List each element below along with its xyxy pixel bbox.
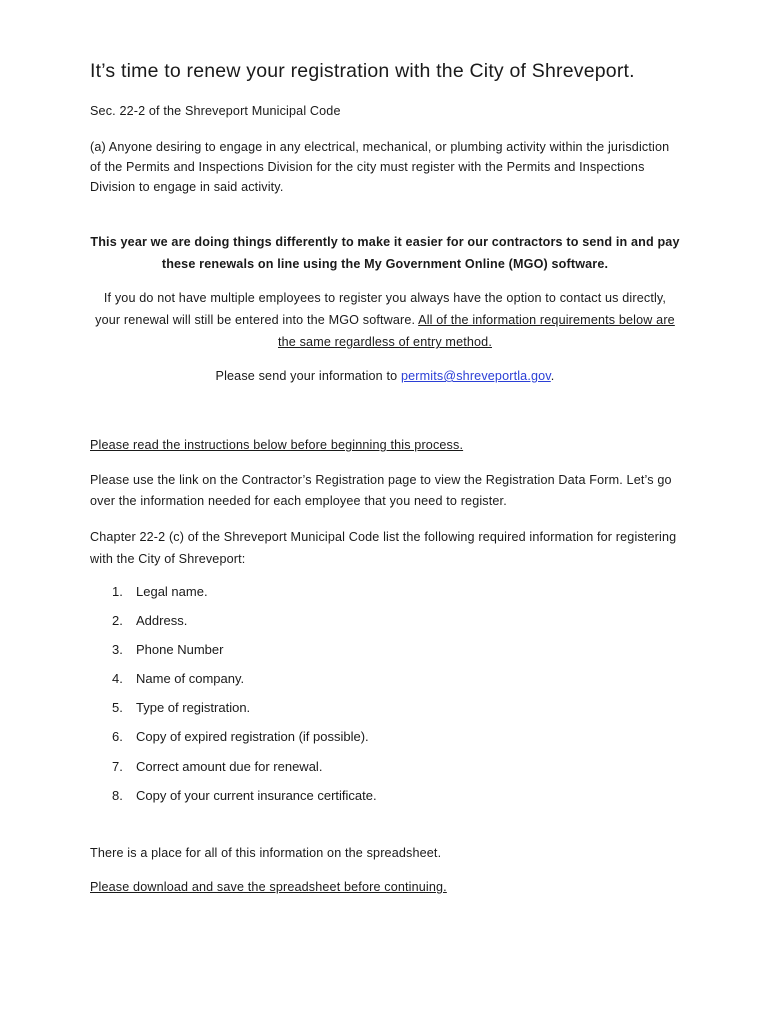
- section-reference: Sec. 22-2 of the Shreveport Municipal Code: [90, 104, 341, 118]
- list-item-text: Copy of your current insurance certificate.: [136, 787, 377, 803]
- list-item: [112, 640, 377, 669]
- send-info-paragraph: [90, 366, 680, 386]
- spreadsheet-note: There is a place for all of this information on the spreadsheet.: [90, 846, 442, 860]
- list-item-number: 7.: [112, 758, 123, 774]
- list-item-number: 8.: [112, 787, 123, 803]
- list-item-number: 2.: [112, 613, 123, 629]
- send-info-prefix: Please send your information to: [215, 369, 398, 383]
- list-item: [112, 727, 377, 756]
- document-page: [90, 0, 690, 1024]
- list-item-number: 3.: [112, 642, 123, 658]
- list-item-number: 6.: [112, 729, 123, 745]
- list-item: [112, 757, 377, 786]
- list-item-text: Copy of expired registration (if possible).: [136, 729, 369, 745]
- list-item-number: 1.: [112, 584, 123, 599]
- list-item: [112, 698, 377, 727]
- clause-a-paragraph: (a) Anyone desiring to engage in any electrical, mechanical, or plumbing activity within the jurisdiction of the Permits and Inspections Division for the city must register with the Permits and Inspections Division to engage in said activity.: [90, 140, 670, 194]
- option-text: If you do not have multiple employees to register you always have the option to contact us directly, your renewal will still be entered into the MGO software.: [95, 291, 667, 327]
- list-item-number: 5.: [112, 700, 123, 716]
- list-item-text: Name of company.: [136, 671, 245, 687]
- list-item-text: Correct amount due for renewal.: [136, 758, 323, 774]
- option-underlined-text: All of the information requirements below are the same regardless of entry method.: [277, 313, 675, 349]
- email-link[interactable]: permits@shreveportla.gov: [400, 369, 551, 383]
- list-item-text: Type of registration.: [136, 700, 251, 716]
- list-item-text: Address.: [136, 613, 188, 629]
- option-paragraph: [90, 287, 680, 353]
- download-note: Please download and save the spreadsheet before continuing.: [90, 880, 447, 894]
- chapter-paragraph: Chapter 22-2 (c) of the Shreveport Municipal Code list the following required information for registering with the City of Shreveport:: [90, 530, 677, 566]
- announcement-paragraph: This year we are doing things differently to make it easier for our contractors to send in and pay these renewals on line using the My Government Online (MGO) software.: [90, 235, 680, 271]
- list-item: [112, 669, 377, 698]
- send-info-suffix: .: [550, 369, 555, 383]
- list-item: [112, 786, 377, 815]
- read-instructions-heading: Please read the instructions below before beginning this process.: [90, 438, 464, 452]
- list-item-text: Legal name.: [136, 584, 208, 599]
- page-title: It’s time to renew your registration with the City of Shreveport.: [90, 60, 635, 82]
- list-item-text: Phone Number: [136, 642, 224, 658]
- link-instructions-paragraph: Please use the link on the Contractor’s Registration page to view the Registration Data Form. Let’s go over the information needed for each employee that you need to register.: [90, 473, 672, 508]
- list-item-number: 4.: [112, 671, 123, 687]
- list-item: [112, 582, 377, 611]
- list-item: [112, 611, 377, 640]
- requirements-list: [112, 582, 377, 815]
